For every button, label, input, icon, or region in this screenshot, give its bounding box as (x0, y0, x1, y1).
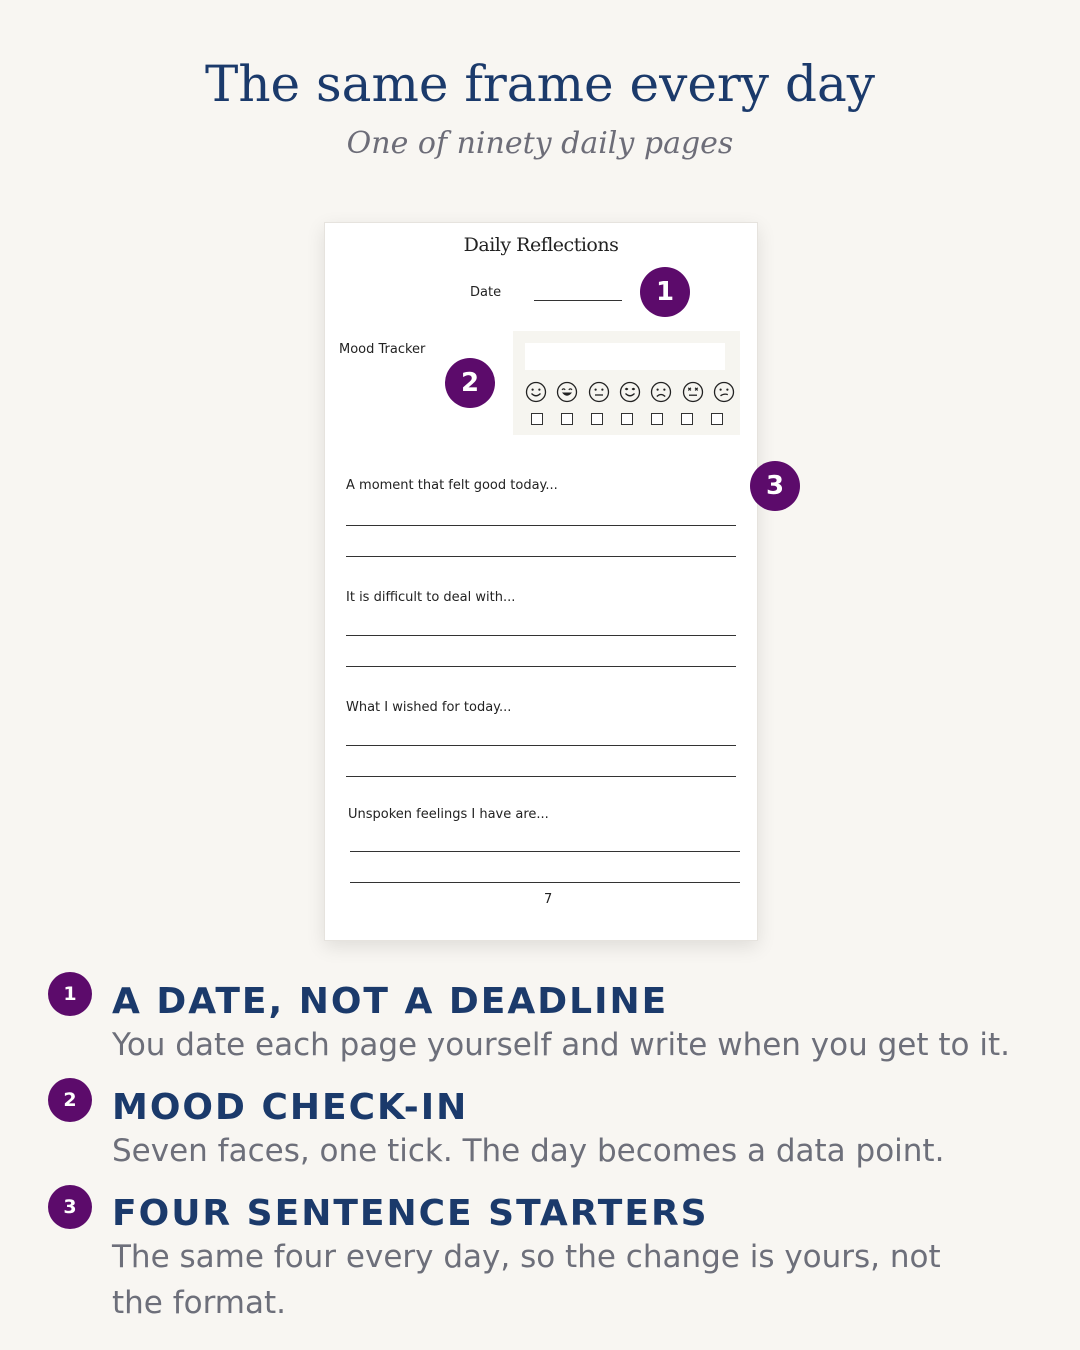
headline: The same frame every day (204, 55, 876, 113)
writing-line (350, 882, 740, 883)
frowning-face-icon (650, 381, 672, 403)
feature-description: Seven faces, one tick. The day becomes a data point. (112, 1133, 945, 1169)
prompt-label: What I wished for today... (346, 700, 512, 715)
feature-description: You date each page yourself and write when you get to it. (112, 1027, 1010, 1063)
callout-badge-2: 2 (445, 358, 495, 408)
writing-line (346, 666, 736, 667)
mood-checkbox (621, 413, 633, 425)
page-number: 7 (544, 892, 553, 907)
writing-line (346, 745, 736, 746)
prompt-label: It is difficult to deal with... (346, 590, 516, 605)
feature-description: The same four every day, so the change is yours, not the format. (112, 1239, 941, 1321)
confused-face-icon (713, 381, 735, 403)
mood-tracker-label: Mood Tracker (339, 342, 426, 357)
mood-checkboxes (531, 413, 723, 425)
neutral-face-icon (588, 381, 610, 403)
mood-faces (525, 381, 735, 403)
writing-line (346, 776, 736, 777)
mood-write-field (525, 343, 725, 370)
feature-title: MOOD CHECK-IN (112, 1087, 469, 1128)
mood-checkbox (531, 413, 543, 425)
callout-badge-3: 3 (750, 461, 800, 511)
mood-checkbox (561, 413, 573, 425)
date-line (534, 300, 622, 301)
dizzy-face-icon (682, 381, 704, 403)
writing-line (346, 635, 736, 636)
prompt-label: Unspoken feelings I have are... (348, 807, 549, 822)
date-label: Date (470, 285, 502, 300)
prompt-label: A moment that felt good today... (346, 478, 558, 493)
feature-badge-1: 1 (48, 972, 92, 1016)
feature-badge-3: 3 (48, 1185, 92, 1229)
mood-tracker-box (513, 331, 740, 435)
mood-checkbox (591, 413, 603, 425)
feature-title: FOUR SENTENCE STARTERS (112, 1193, 709, 1234)
callout-badge-1: 1 (640, 267, 690, 317)
smiling-face-icon (525, 381, 547, 403)
mood-checkbox (711, 413, 723, 425)
page-title: Daily Reflections (463, 234, 619, 256)
mood-checkbox (681, 413, 693, 425)
mood-checkbox (651, 413, 663, 425)
journal-page-preview (324, 222, 758, 941)
writing-line (346, 525, 736, 526)
writing-line (346, 556, 736, 557)
subheadline: One of ninety daily pages (346, 126, 734, 161)
feature-title: A DATE, NOT A DEADLINE (112, 981, 669, 1022)
heart-eyes-face-icon (619, 381, 641, 403)
grinning-face-icon (556, 381, 578, 403)
feature-badge-2: 2 (48, 1078, 92, 1122)
writing-line (350, 851, 740, 852)
